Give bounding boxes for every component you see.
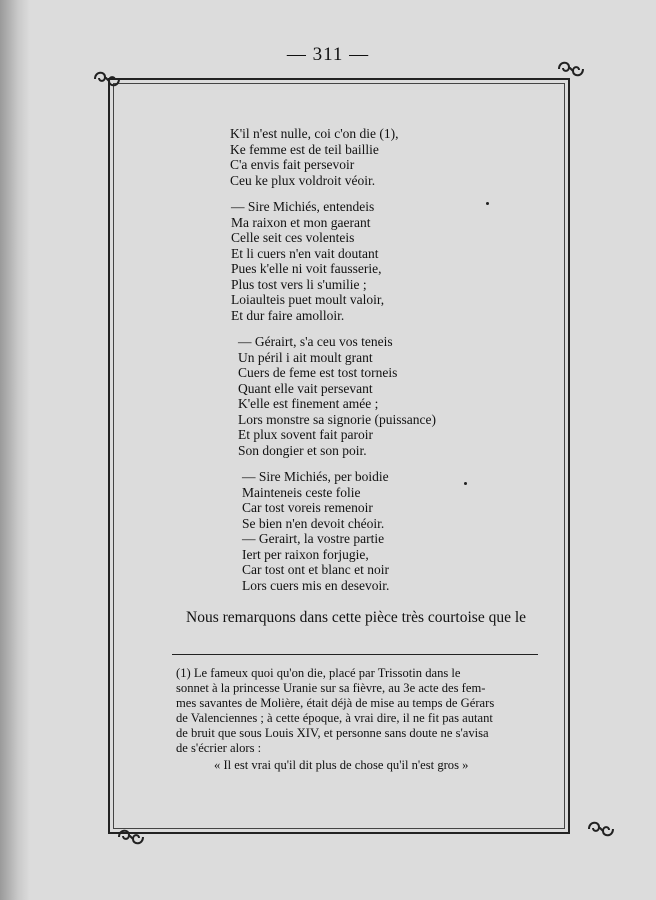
scroll-ornament-icon — [586, 818, 616, 840]
poem — [230, 126, 436, 604]
footnote-line: de Valenciennes ; à cette époque, à vrai dire, il ne fit pas autant — [176, 711, 493, 725]
poem-line: Ma raixon et mon gaerant — [231, 214, 371, 230]
print-speck — [486, 202, 489, 205]
poem-line: Ke femme est de teil baillie — [230, 141, 379, 157]
footnote-line: de s'écrier alors : — [176, 741, 262, 755]
scroll-ornament-icon — [92, 68, 122, 90]
poem-line: Loiaulteis puet moult valoir, — [231, 292, 385, 307]
scroll-ornament-icon — [556, 58, 586, 80]
page-number: — 311 — — [286, 44, 370, 65]
footnote-quote: « Il est vrai qu'il dit plus de chose qu'il n'est gros » — [214, 758, 469, 772]
poem-line: — Sire Michiés, per boidie — [242, 469, 389, 484]
poem-stanza — [231, 199, 436, 323]
poem-line: — Gerairt, la vostre partie — [242, 531, 385, 546]
poem-line: Ceu ke plux voldroit véoir. — [230, 172, 376, 188]
poem-line: Lors monstre sa signorie (puissance) — [238, 411, 436, 427]
poem-line: — Gérairt, s'a ceu vos teneis — [238, 334, 393, 349]
poem-line: K'elle est finement amée ; — [238, 396, 379, 411]
poem-line: Celle seit ces volenteis — [231, 230, 355, 245]
poem-line: Cuers de feme est tost torneis — [238, 365, 398, 380]
poem-line: K'il n'est nulle, coi c'on die (1), — [230, 126, 399, 141]
prose-paragraph: Nous remarquons dans cette pièce très courtoise que le — [186, 609, 527, 626]
poem-line: Et li cuers n'en vait doutant — [231, 245, 379, 261]
print-speck — [464, 482, 467, 485]
poem-line: Mainteneis ceste folie — [242, 484, 361, 500]
poem-line: Un péril i ait moult grant — [238, 349, 373, 365]
poem-line: Son dongier et son poir. — [238, 442, 367, 458]
poem-line: Lors cuers mis en desevoir. — [242, 577, 390, 593]
scan-shadow-edge — [0, 0, 30, 900]
poem-line: Se bien n'en devoit chéoir. — [242, 515, 385, 531]
poem-line: — Sire Michiés, entendeis — [231, 199, 375, 214]
poem-line: Car tost voreis remenoir — [242, 500, 373, 515]
poem-stanza — [242, 469, 436, 593]
poem-line: Iert per raixon forjugie, — [242, 546, 369, 562]
footnote-line: mes savantes de Molière, était déjà de mise au temps de Gérars — [176, 696, 495, 710]
scroll-ornament-icon — [116, 826, 146, 848]
footnote-rule — [172, 654, 538, 655]
footnote — [176, 666, 540, 773]
poem-line: Et dur faire amolloir. — [231, 307, 345, 323]
poem-line: Et plux sovent fait paroir — [238, 427, 373, 442]
poem-line: Quant elle vait persevant — [238, 380, 373, 396]
poem-line: Car tost ont et blanc et noir — [242, 562, 389, 577]
poem-stanza — [230, 126, 436, 188]
footnote-line: sonnet à la princesse Uranie sur sa fièvre, au 3e acte des fem- — [176, 681, 486, 695]
poem-line: Pues k'elle ni voit fausserie, — [231, 261, 382, 276]
poem-stanza — [238, 334, 436, 458]
poem-line: C'a envis fait persevoir — [230, 157, 355, 172]
footnote-line: de bruit que sous Louis XIV, et personne sans doute ne s'avisa — [176, 726, 489, 740]
footnote-line: (1) Le fameux quoi qu'on die, placé par Trissotin dans le — [176, 666, 461, 680]
poem-line: Plus tost vers li s'umilie ; — [231, 276, 367, 292]
